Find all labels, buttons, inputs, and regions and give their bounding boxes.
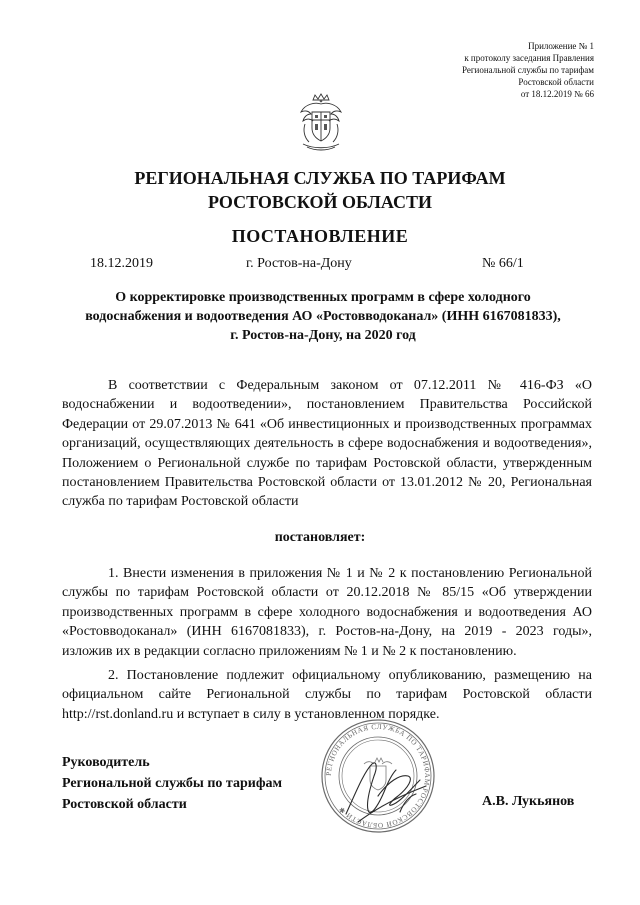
appendix-line: от 18.12.2019 № 66 xyxy=(520,89,594,99)
agency-title-line: РОСТОВСКОЙ ОБЛАСТИ xyxy=(208,192,432,212)
signatory-name: А.В. Лукьянов xyxy=(482,794,575,809)
appendix-line: к протоколу заседания Правления xyxy=(464,53,594,63)
subject-line: О корректировке производственных программ в сфере холодного xyxy=(115,290,531,305)
signatory-title-line: Руководитель xyxy=(62,755,150,770)
subject-line: г. Ростов-на-Дону, на 2020 год xyxy=(230,328,416,343)
signatory-title-line: Ростовской области xyxy=(62,797,187,812)
appendix-line: Ростовской области xyxy=(518,77,594,87)
document-date: 18.12.2019 xyxy=(90,256,153,271)
appendix-line: Региональной службы по тарифам xyxy=(461,65,594,75)
subject-line: водоснабжения и водоотведения АО «Ростовводоканал» (ИНН 6167081833), xyxy=(85,309,561,324)
document-subject xyxy=(62,288,584,345)
agency-title xyxy=(0,166,640,214)
coat-of-arms-icon xyxy=(295,92,347,152)
svg-text:РЕГИОНАЛЬНАЯ СЛУЖБА ПО ТАРИФАМ: РЕГИОНАЛЬНАЯ СЛУЖБА ПО ТАРИФАМ РОСТОВСКОЙ ОБЛАСТИ ✱ xyxy=(324,722,432,830)
resolution-item-1: 1. Внести изменения в приложения № 1 и № 2 к постановлению Региональной службы по тарифам Ростовской области от 20.12.2018 № 85/15 «Об утверждении производственных программ в сфере холодного водоснабжения и водоотведения АО «Ростовводоканал» (ИНН 6167081833), г. Ростов-на-Дону, на 2019 - 2023 годы», изложив их в редакции согласно приложениям № 1 и № 2 к постановлению. xyxy=(62,566,592,659)
document-number: № 66/1 xyxy=(482,256,524,271)
resolves-heading: постановляет: xyxy=(274,530,366,545)
signature-icon xyxy=(338,752,438,828)
resolution-item-2: 2. Постановление подлежит официальному опубликованию, размещению на официальном сайте Региональной службы по тарифам Ростовской области http://rst.donland.ru и вступает в силу в установленном порядке. xyxy=(62,668,592,722)
appendix-note xyxy=(354,40,594,100)
signatory-title-line: Региональной службы по тарифам xyxy=(62,776,283,791)
preamble-paragraph: В соответствии с Федеральным законом от 07.12.2011 № 416-ФЗ «О водоснабжении и водоотведении», постановлением Правительства Российской Федерации от 29.07.2013 № 641 «Об инвестиционных и производственных программах организаций, осуществляющих деятельность в сфере водоснабжения и водоотведения», Положением о Региональной службе по тарифам Ростовской области, утвержденным постановлением Правительства Ростовской области от 13.01.2012 № 20, Региональная служба по тарифам Ростовской области xyxy=(62,378,592,510)
agency-title-line: РЕГИОНАЛЬНАЯ СЛУЖБА ПО ТАРИФАМ xyxy=(134,168,506,188)
document-type: ПОСТАНОВЛЕНИЕ xyxy=(231,226,409,246)
signatory-title xyxy=(62,752,282,815)
appendix-line: Приложение № 1 xyxy=(528,41,594,51)
document-place: г. Ростов-на-Дону xyxy=(246,256,352,271)
